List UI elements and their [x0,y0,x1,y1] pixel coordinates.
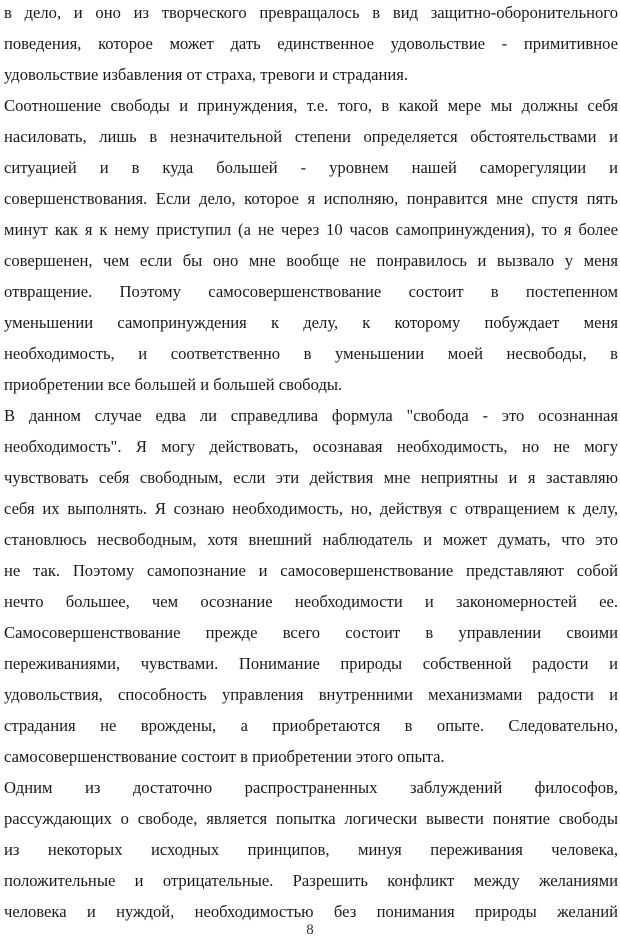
text-line: ситуацией и в куда большей - уровнем нашей саморегуляции и [4,158,618,177]
text-line: становлюсь несвободным, хотя внешний наблюдатель и может думать, что это [4,530,618,549]
paragraph [4,0,618,90]
text-line: в дело, и оно из творческого превращалось в вид защитно-оборонительного [4,3,618,22]
paragraph [4,772,618,927]
page-number: 8 [306,922,314,938]
text-line: удовольствия, способность управления внутренними механизмами радости и [4,685,618,704]
text-line: чувствовать себя свободным, если эти действия мне неприятны и я заставляю [4,468,618,487]
text-line: необходимость". Я могу действовать, осознавая необходимость, но не могу [4,437,618,456]
text-line: не так. Поэтому самопознание и самосовершенствование представляют собой [4,561,618,580]
text-line: Самосовершенствование прежде всего состоит в управлении своими [4,623,618,642]
text-line: уменьшении самопринуждения к делу, к которому побуждает меня [4,313,618,332]
paragraph [4,400,618,772]
text-line: рассуждающих о свободе, является попытка логически вывести понятие свободы [4,809,618,828]
text-line: страдания не врождены, а приобретаются в опыте. Следовательно, [4,716,618,735]
text-line: В данном случае едва ли справедлива формула "свобода - это осознанная [4,406,618,425]
text-line: отвращение. Поэтому самосовершенствование состоит в постепенном [4,282,618,301]
text-line: Одним из достаточно распространенных заблуждений философов, [4,778,618,797]
text-line: насиловать, лишь в незначительной степени определяется обстоятельствами и [4,127,618,146]
text-line: удовольствие избавления от страха, тревоги и страдания. [4,65,409,84]
text-line: себя их выполнять. Я сознаю необходимость, но, действуя с отвращением к делу, [4,499,618,518]
paragraph [4,90,618,400]
text-line: переживаниями, чувствами. Понимание природы собственной радости и [4,654,618,673]
text-line: совершенствования. Если дело, которое я исполняю, понравится мне спустя пять [4,189,618,208]
text-line: самосовершенствование состоит в приобретении этого опыта. [4,747,445,766]
text-line: нечто большее, чем осознание необходимости и закономерностей ее. [4,592,618,611]
text-line: человека и нуждой, необходимостью без понимания природы желаний [4,902,618,921]
text-line: поведения, которое может дать единственное удовольствие - примитивное [4,34,618,53]
text-line: Соотношение свободы и принуждения, т.е. того, в какой мере мы должны себя [4,96,618,115]
text-line: минут как я к нему приступил (а не через 10 часов самопринуждения), то я более [4,220,618,239]
text-line: необходимость, и соответственно в уменьшении моей несвободы, в [4,344,618,363]
text-line: из некоторых исходных принципов, минуя переживания человека, [4,840,618,859]
text-line: совершенен, чем если бы оно мне вообще не понравилось и вызвало у меня [4,251,618,270]
text-line: положительные и отрицательные. Разрешить конфликт между желаниями [4,871,618,890]
body-text [4,0,618,927]
text-line: приобретении все большей и большей свободы. [4,375,343,394]
